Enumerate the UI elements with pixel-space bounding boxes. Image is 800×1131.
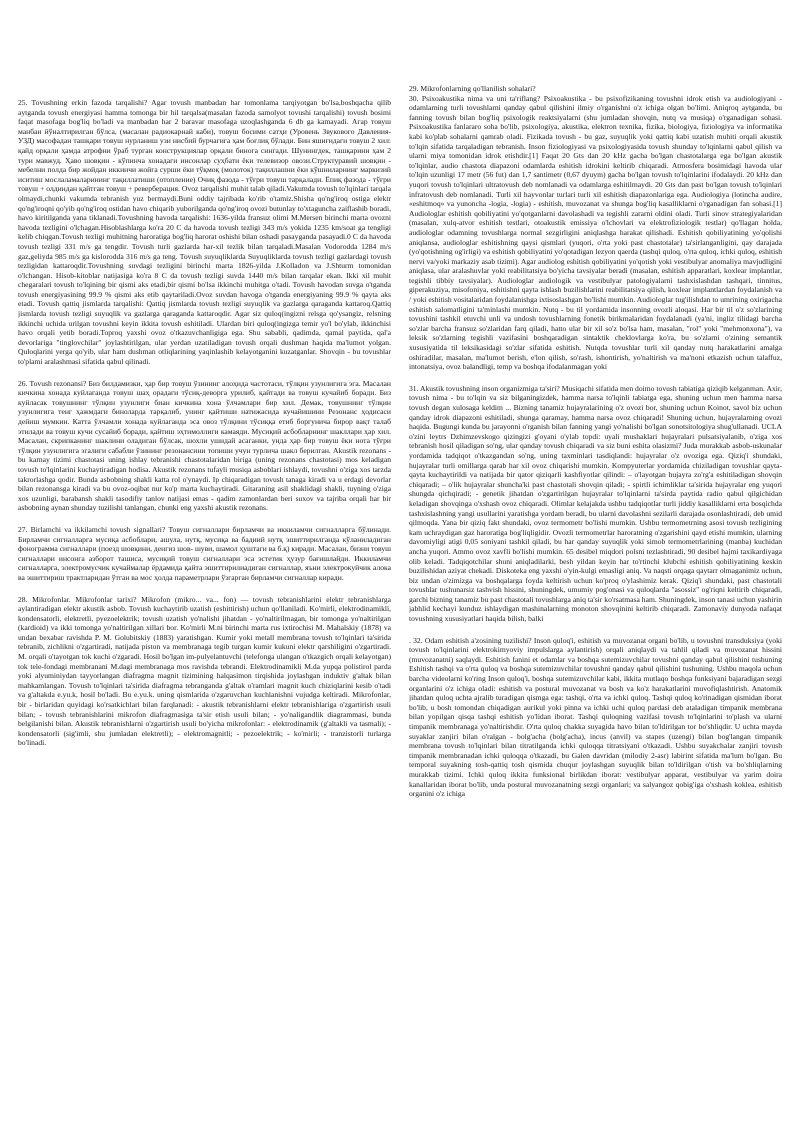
paragraph-q28: 28. Mikrofonlar. Mikrofonlar tarixi? Mikrofon (mikro... va... fon) — tovush tebranishlarini elektr tebranishlarga aylantiradigan elektr akustik asbob. Tovush kuchaytirib uzatish (eshittirish) uchun qo'llaniladi. Ko'mirli, elektrodinamikli, kondensatorli, elektretli, pyezoelektrik; tovush uzatish yo'nalishi jihatdan - yo'naltirilmagan, bir tomonga yo'naltirilgan (kardioid) va ikki tomonga yo'naltirilgan xillari bor. Ko'mirli M.ni birinchi marta rus ixtirochisi M. Mahalskiy (1878) va undan bexabar ravishda P. M. Golubitskiy (1883) yaratishgan. Kumir yoki metall membrana tovush to'lqinlari ta'sirida tebranib, zichlikni o'zgartiradi, natijada piston va membranaga tegib turgan kumir kukuni elektr qarshiligini o'zgartiradi. M. orqali o'tayotgan tok kuchi o'zgaradi. Hosil bo'lgan im-pulyelantuvchi (telefonga ulangan o'tkazgich orqali kelayotgan) tok tele-fondagi membranani M.dagi membranaga mos ravishda tebrandi. Elektrodinamikli M.da yupqa polistirol parda yoki alyuminiydan tayyorlangan diafragma magnit tizimining halqasimon tirqishida joylashgan induktiv g'altak bilan mahkamlangan. Tovush to'lqinlari ta'sirida diafragma tebranganda g'altak o'ramlari magnit kuch chiziqlarini kesib o'tadi va g'altakda e.yu.k, hosil bo'ladi. Bu e.yu.k. uning qismlarida o'zgaruvchan kuchlanishni vujudga keltiradi. Mikrofonlar, bir - birlaridan quyidagi ko'rsatkichlari bilan farqlanadi: - akustik tebranishlarni elektr tebranishlariga o'zgartirish usuli bilan; - tovush tebranishlarini mikrofon diafragmasiga ta'sir etish usuli bilan; - yo'naligandlik diagrammasi, bunda belgilanishi bilan. Akustik tebranishlarni o'zgartirish usuli bo'yicha mikrofonlar: - elektrodinamik (g'altakli va tasmali); - kondensatorli (sig'imli, shu jumladan elektretli); - elektromagnitli; - pezoelektrik; - ko'mirli; - tranzistorli turlarga bo'linadi. [18,594,391,748]
heading-q29: 29. Mikrofonlarning qo'llanilish sohalari? [409,84,536,93]
paragraph-q32: . 32. Odam eshitish a'zosining tuzilishi? Inson quloq'i, eshitish va muvozanat organi bo'lib, u tovushni transduksiya (yoki tovush to'lqinlarini elektrokimyoviy impulslarga aylantirish) orqali aniqlaydi va tahlil qiladi va muvozanat hissini (muvozanatni) saqlaydi. Eshitish fanini et odamlar va boshqa sutemizuvchilar tovushni qanday qabul qilishini tushuning Eshitish tashqi va o'rta quloq va boshqa sutemizuvchilar tovushni qanday qabul qilishini tushuning. Ushbu maqola uchun barcha videolarni ko'ring Inson quloq'i, boshqa sutemizuvchilar kabi, ikkita mutlaqo boshqa funksiyani bajaradigan sezgi organlarini o'z ichiga oladi: eshitish va postural muvozanat va bosh va ko'z harakatlarini muvofiqlashtirish. Anatomik jihatdan quloq uchta ajralib turadigan qismga ega: tashqi, o'rta va ichki quloq. Tashqi quloq ko'rinadigan qismidan iborat bo'lib, u bosh tomondan chiqadigan aurikul yoki pinna va ichki uchi quloq pardasi deb ataladigan timpanik membrana bilan yopilgan qisqa tashqi eshitish yo'lidan iborat. Tashqi quloqning vazifasi tovush to'lqinlarini to'plash va ularni timpanik membranaga yo'naltirishdir. O'rta quloq chakka suyagida havo bilan to'ldirilgan tor bo'shliqdir. U uchta mayda suyaklar zanjiri bilan o'ralgan - bolg'acha (bolg'acha), incus (anvil) va stapes (uzengi) bilan bog'langan timpanik membrana tovush to'lqinlari bilan titratilganda ichki quloqqa titratsiyani o'tkazadi. Ushbu suyakchalar zanjiri tovush timpanik membranadan ichki quloqqa o'tkazadi, bu Galen davridan (milodiy 2-asr) labirint sifatida ma'lum bo'lgan. Bu temporal suyakning tosh-qattiq tosh qismida chuqur joylashgan suyuqlik bilan to'ldirilgan o'tish va bo'shliqlarning murakkab tizimi. Ichki quloq ikkita funksional birlikdan iborat: vestibulyar apparat, vestibulyar va yarim doira kanallaridan iborat bo'lib, unda postural muvozanatning sezgi organlari; va salyangoz qobig'iga o'xshash koklea, eshitish organini o'z ichiga [409,635,782,799]
paragraph-q25: 25. Tovushning erkin fazoda tarqalishi? Agar tovush manbadan har tomonlama tarqiyotgan bo'lsa,boshqacha qilib aytganda tovush energiyasi hamma tomonga bir hil tarqalsa(masalan fazoda samolyot tovushi tarqalishi) tovush bosimi faqat masofaga bog'liq bo'ladi va manbadan har 2 baravar masofaga uzoqlashganda 6 db ga kamayadi. Агар товуш манбаи йўналтирилган бўлса, (масалан радиокарнай каби), товуш босими сатҳи (Уровень Звукового Давления-УЗД) масофадан ташқари товуш нурланиш узи ниcбий бурчагига ҳам боғлиқ бўлади. Бин яшиғидаги товуш 2 хил: қайд орқали ҳамда атрофни ўраб турган конструкциялар орқали бинога сингади. Шунингдек, ташқарини ҳам 2 тури мавжуд. Ҳаво шовқин - кўпинча хонадаги инсонлар суҳбати ёки телевизор овози.Структуравий шовқин - мебелни полда бир жойдан иккинчи жойга сурши ёки тўқмоқ (молоток) тақиллашни ёки кўшниларнинг маркизий иситиш мослаламаларининг тақиллатиши (отопление) Очиқ фазода - тўғри товуш тарқалади. Ёпиқ фазода - тўғри товуш + олдиндан қайтган товуш + реверберация. Ovoz tarqalishi muhit talab qiladi.Vakumda tovush to'lqinlari tarqala olmaydi,chunki vakumda tebranish yuz bermaydi.Buni oddiy tajribada ko'rib o'tamiz.Shisha qo'ng'iroq ostiga elektr qo'ng'iroqni qo'yib qo'ng'iroq ostidan havo chiqarib yuborilganda qo'ng'iroq ovozi butunlay to'xtaguncha zaiflashib boradi, havo kiritilganda yana tiklanadi.Tovushning havoda tarqalishi: 1636-yilda fransuz olimi M.Mersen birinchi marta ovozni havoda tezligini o'lchagan.Hisoblashlarga ko'ra 20 C da havoda tovush tezligi 343 m/s yokida 1235 km/soat ga tengligi kelib chiqgan.Tovush tezligi muhitning haroratiga bog'liq harorat oshishi bilan oshadi pasayganda pasayadi.0 C da havoda tovush tezligi 331 m/s ga tengdir. Tovush turli gazlarda har-xil tezlik bilan tarqaladi.Masalan Vodorodda 1284 m/s gaz,geliyda 985 m/s ga kislorodda 316 m/s ga teng. Tovush suyuqliklarda Suyuqliklarda tovush tezligi gazlardagi tovush tezligidan kattaroqdir.Tovushning suvdagi tezligini birinchi marta 1826-yilda J.Kolladon va J.Shturm tomonidan o'lchangan. Hisob-kitoblar natijasiga ko'ra 8 C da tovush tezligi suvda 1440 m/s bilan tarqalar ekan. Ikki xil muhit chegaralari tovush to'lqining bir qismi aks etadi,bir qismi bo'lsa ikkinchi muhitga o'tadi. Tovush havodan suvga o'tganda tovush energiyasining 99.9 % qismi aks etib qaytariladi.Ovoz suvdan havoga o'tganda energiyaning 99.9 % qayta aks etadi. Tovush qattiq jismlarda tarqalishi: Qattiq jismlarda tovush tezligi suyuqlik va gazlarga qaraganda kattaroq.Qattiq jismlarda tovush tezligi suyuqlik va gazlarga qaraganda kattaroqdir. Agar siz quloq(ingizni relsga qo'ysangiz, relsning ikkinchi uchida urilgan tovushni keyin ikkita tovush eshitiladi. Ulardan biri quloq(ingizga temir yo'l bo'ylab, ikkinchisi havo orqali yetib boradi.Toproq yaxshi ovoz o'tkazuvchanligiga ega. Shu sababli, qadimda, qamal paytida, qal'a devorlariga "tinglovchilar" joylashtirilgan, ular yerdan uzatiladigan tovush orqali dushman haqida ma'lumot yolgan. Quloqlarini yerga qo'yib, ular ham dushman otliqlarining yaqinlashib kelayotganini kuzatganlar. Shovqin - bu tovushlar to'plami aralashmasi sifatida qabul qilinadi. [18,98,391,367]
paragraph-q27: 27. Birlamchi va ikkilamchi tovush signallari? Товуш сигналлари бирламчи ва иккиламчи сигналларга бўлинади. Бирламчи сигналларга мусиқа асбоблари, ашула, нутқ, мусиқа ва бадиий нутқ эшиттирилганда кўланиладиган фонограмма сигналлари (поезд шовқини, денгиз шов- шуви, шамол ҳуштаги ва б.қ) киради. Масалан, бизни товуш сигналлари инсонга азборот ташиса, мусиқий товуш сигналлари эса эстетик ҳузур бағишлайди. Иккиламчи сигналларга, электромусчик кучаймалар ёрдамида қайта эшиттирилиадиган сигналлар, яъни электрокуйчик алока ва эшиттириш трактларидан ўтган ва мос ҳолда параметрлари ўзгарган бирламчи сигналлар киради. [18,524,391,582]
paragraph-q30: 30. Psixoakustika nima va uni ta'riflang? Psixoakustika - bu psixofizikaning tovushni idrok etish va audiologiyani - odamlarning turli tovushlarni qanday qabul qilishini ilmiy o'rganishni o'z ichiga olgan bo'limi. Aniqroq aytganda, bu fanning tovush bilan bog'liq psixologik reaktsiyalarni (shu jumladan shovqin, nutq va musiqa) o'rganadigan sohasi. Psixoakustika fanlararo soha bo'lib, psixologiya, akustika, elektron texnika, fizika, biologiya, fiziologiya va informatika kabi ko'plab sohalarni qamrab oladi. Fizikada tovush - bu gaz, suyuqlik yoki qattiq kabi uzatish muhiti orqali akustik to'lqin sifatida tarqaladigan tebranish. Inson fiziologiyasi va psixologiyasida tovush shunday to'lqinlarni qabul qilish va ularni miya tomonidan idrok etishdir.[1] Faqat 20 Gts dan 20 kHz gacha bo'lgan chastotalarga ega bo'lgan akustik to'lqinlar, audio chastota diapazoni odamlarda eshitish idrokini keltirib chiqaradi. Atmosfera bosimidagi havoda ular to'lqin uzunligi 17 metr (56 fut) dan 1,7 santimetr (0,67 dyuym) gacha bo'lgan tovush to'lqinlarini ifodalaydi. 20 kHz dan yuqori tovush to'lqinlari ultratovush deb nomlanadi va odamlarga eshitilmaydi. 20 Gts dan past bo'lgan tovush to'lqinlari infratovush deb nomlanadi. Turli xil hayvonlar turlari turli xil eshitish diapazonlariga ega. Audiologiya (lotincha audire, «eshitmoq» va yunoncha -logia, -logia) - eshitish, muvozanat va shunga bog'liq kasalliklarni o'rganadigan fan sohasi.[1] Audiologlar eshitish qobiliyatini yo'qotganlarni davolashadi va tegishli zararni oldini oladi. Turli sinov strategiyalaridan (masalan, xulq-atvor eshitish testlari, otoakustik emissiya o'lchovlari va elektrofiziologik testlar) qo'llagan holda, audiologlar odamning tovushlarga normal sezgirligini aniqlashga harakat qilishadi. Eshitish qobiliyatining yo'qolishi aniqlansa, audiologlar eshitishning qaysi qismlari (yuqori, o'rta yoki past chastotalar) ta'sirlanganligini, qay darajada (yo'qotishning og'irligi) va eshitish qobiliyatini yo'qotadigan lezyon qaerda (tashqi quloq, o'rta quloq, ichki quloq, eshitish nervi va/yoki markaziy asab tizimi). Agar audiolog eshitish qobiliyatini yo'qotish yoki vestibulyar anomaliya mavjudligini aniqlasa, ular aralashuvlar yoki reabilitatsiya bo'yicha tavsiyalar beradi (masalan, eshitish apparatlari, koxlear implantlar, tegishli tibbiy tavsiyalar). Audiologlar audiologik va vestibulyar patologiyalarni tashxislashdan tashqari, tinnitus, giperakuziya, misofoniya, eshitishni qayta ishlash buzilishlarini reabilitatsiya qilish, koxlear implantlardan foydalanish va / yoki eshitish vositalaridan foydalanishga ixtisoslashgan bo'lishi mumkin. Audiologlar tug'ilishdan to umrining oxirigacha eshitish salomatligini ta'minlashi mumkin. Nutq - bu til yordamida insonning ovozli aloqasi. Har bir til o'z so'zlarining tovushini tashkil etuvchi unli va undosh tovushlarning fonetik birikmalaridan foydalanadi (ya'ni, ingliz tilidagi barcha so'zlar barcha fransuz so'zlaridan farq qiladi, hatto ular bir xil so'z bo'lsa ham, masalan, "rol" yoki "mehmonxona"), va leksik so'zlarning tegishli vazifasini boshqaradigan sintaktik cheklovlarga ko'ra, bu so'zlarni o'zining semantik xususiyatida til leksikasidagi so'zlar sifatida eshitish. Nutqda tovushlar turli xil qanday nutq harakatlarini amalga oshiradilar, masalan, ma'lumot berish, e'lon qilish, so'rash, ishontirish, yo'naltirish va ma'noni etkazish uchun talaffuz, intonatsiya, ovoz balandligi, temp va boshqa ifodalanmagan yoki [409,93,782,372]
paragraph-q31: 31. Akustik tovushning inson organizmiga ta'siri? Musiqachi sifatida men doimo tovush tabiatiga qiziqib kelganman. Axir, tovush nima - bu to'lqin va siz bilganingizdek, hamma narsa to'lqinli tabiatga ega, shuning uchun men hamma narsa tovush degan xulosaga keldim ... Bizning tanamiz hujayralarining o'z ovozi bor, shuning uchun Koinot, savol biz uchun qanday idrok diapazoni eshitiladi, shunga qaramay, hamma narsa ovoz chiqaradi! Shuning uchun, hujayralarning ovozi haqida. Bugungi kunda bu jarayonni o'rganish bilan fanning yangi yo'nalishi bo'lgan sonotsitologiya shug'ullanadi. UCLA o'zini leytrs Dzhimzevskogo qizingizi g'oyani o'ylab topdi: uyali mushaklari hujayralari pulsatsiyalanib, o'ziga xos tebranish hosil qiladigan so'ng, ular qanday tovush chiqaradi va siz buni eshita olasizmi? Juda murakkab asbob-uskunalar yordamida tadqiqot o'tkazgandan so'ng, uning taxminlari tasdiqlandi: hujayralar o'z ovoziga ega. Qiziq'i shundaki, hujayralar turli omillarga qarab har xil ovoz chiqarishi mumkin. Kompyuterlar yordamida chiziladigan tovushlar qayta-qayta kuchaytirildi va natijada bir qator qiziqarli kashfiyotlar qilindi: – o'layotgan hujayra zo'rg'a eshitiladigan shovqin chiqaradi; – o'lik hujayralar shuncha'ki past chastotali shovqin qiladi; - spirtli ichimliklar ta'sirida hujayralar eng yuqori shungda qichqiradi; - genetik jihatdan o'zgartirilgan hujayralar to'lqinlarni ta'sirda paytida radio qabul qilgichidan keladigan shovqinga o'xshash ovoz chiqaradi. Olimlar kelajakda ushbu tadqiqotlar turli jiddiy kasalliklarni erta bosqichda tashxislashning yangi usullarini yaratishga yordam beradi, bu ularni davolashni sezilarli darajada osonlashtiradi, deb umid qilmoqda. Yana bir qiziq fakt shundaki, ovoz termometr bo'lishi mumkin. Ushbu termometrning asosi tovush tezligining kam uchraydigan gaz haroratiga bog'liqligidir. Ovozli termometrlar haroratning o'zgarishini qayd etishi mumkin, ularning davomiyligi atigi 0,05 soniyani tashkil qiladi, bu har qanday suyuqlik yoki simob termometrlarining (manba) kuchidan ancha yuqori. Ammo ovoz xavfli bo'lishi mumkin. 65 desibel miqdori polsni tezlashtiradi, 90 desibel hajmi taxikardiyaga olib keladi. Tadqiqotchilar shuni aniqladilarki, besh yildan keyin har to'rtinchi klubchi eshitish qobiliyatining keskin buzilishidan aziyat chekadi. Diskotekа eng yaxshi o'yin-kulgi emasligi aniq. Va naqsti orqaga qaytarr olmaganimiz uchun, biz undan o'zimizga va boshqalarga foyda keltirish uchun ko'proq o'ylashimiz kerak. Qiziq'i shundaki, past chastotali tovushlar tushunarsiz tashvish hissini, shuningdek, umumiy pog'onasi va quloqlarda "asossiz" og'riqni keltirib chiqaradi, garchi bizning tanamiz bu past chastotali tovushlarga aniq ta'sir ko'rsatmasa ham. Shuningdek, inson tanasi uchun yashirin jabhlid kechayi kunduz ishlaydigan mashinalarning monoton shovqinini keltirib chiqaradi. Zamonaviy dunyoda nafaqat tovushning xususiyatlari haqida bilish, balki [409,383,782,624]
paragraph-q26: 26. Tovush rezonansi? Биз билдамизки, ҳар бир товуш ўзининг алоҳида частотаси, тўлқин узунлигига эга. Масалан кичкина хонада куйлаганда товуш шаҳ орадаги тўсиқ-деворга урилиб, қайтади ва товуш кучайиб боради. Биз куйласак товушнинг тўлқин узунлиги биан кичкина хона ўлчамлари бир хил. Демак, товушнинг тўлқин узунлигига тенг ҳажмдаги биноларда тарқалиб, унинг қайтиши натижасида кучайишини Резонанс ҳодисаси дейиш мумкин. Катта ўлчамли хонада куйлаганда эса овоз тўлқини тўсиққа етиб боргунича бирор вақт талаб этилади ва товуш кучи сусайиб боради, қайтиш эҳтимоллиги камаяди. Мусиқий асбобларнинг шакллари ҳар хил. Масалан, скрипканинг шаклини оладиган бўлсак, шохли ушидай асаганки, унда ҳар бир товуш ёки нота тўғри тўлқин узунлигига эгалиги сабабли ўзининг резонансини топиши учун турлича шакл берилган. Akustik rezonans - bu karnay tizimi chastotasi uning ishlay tebranishi chastotalaridan biriga (uning rezonans chastotasi) mos keladigan tovush to'lqinlarini kuchaytiradigan hodisa. Akustik rezonans tufayli musiqa asboblari ishlaydi, tovushni o'ziga xos tarzda takrorlashga qodir. Bunda asbobning shakli katta rol o'ynaydi. Ip chiqaradigan tovush tanaga kiradi va u erdagi devorlar bilan rezonansga kiradi va bu ovoz-oqibat nur ko'p marta kuchaytiradi. Gitaraning asil shaklidagi shakli, tuyning o'ziga xos uzunligi, barabansh shakli tasodifiy tanlov natijasi emas - qadim zamonlardan beri suxov va tajriba orqali har bir asbobning aynan shunday tuzilishi tanlangan, chunki eng yaxshi akustik rezonans. [18,378,391,513]
right-column [409,84,782,1120]
left-column [18,84,391,1120]
document-page [18,84,782,1120]
